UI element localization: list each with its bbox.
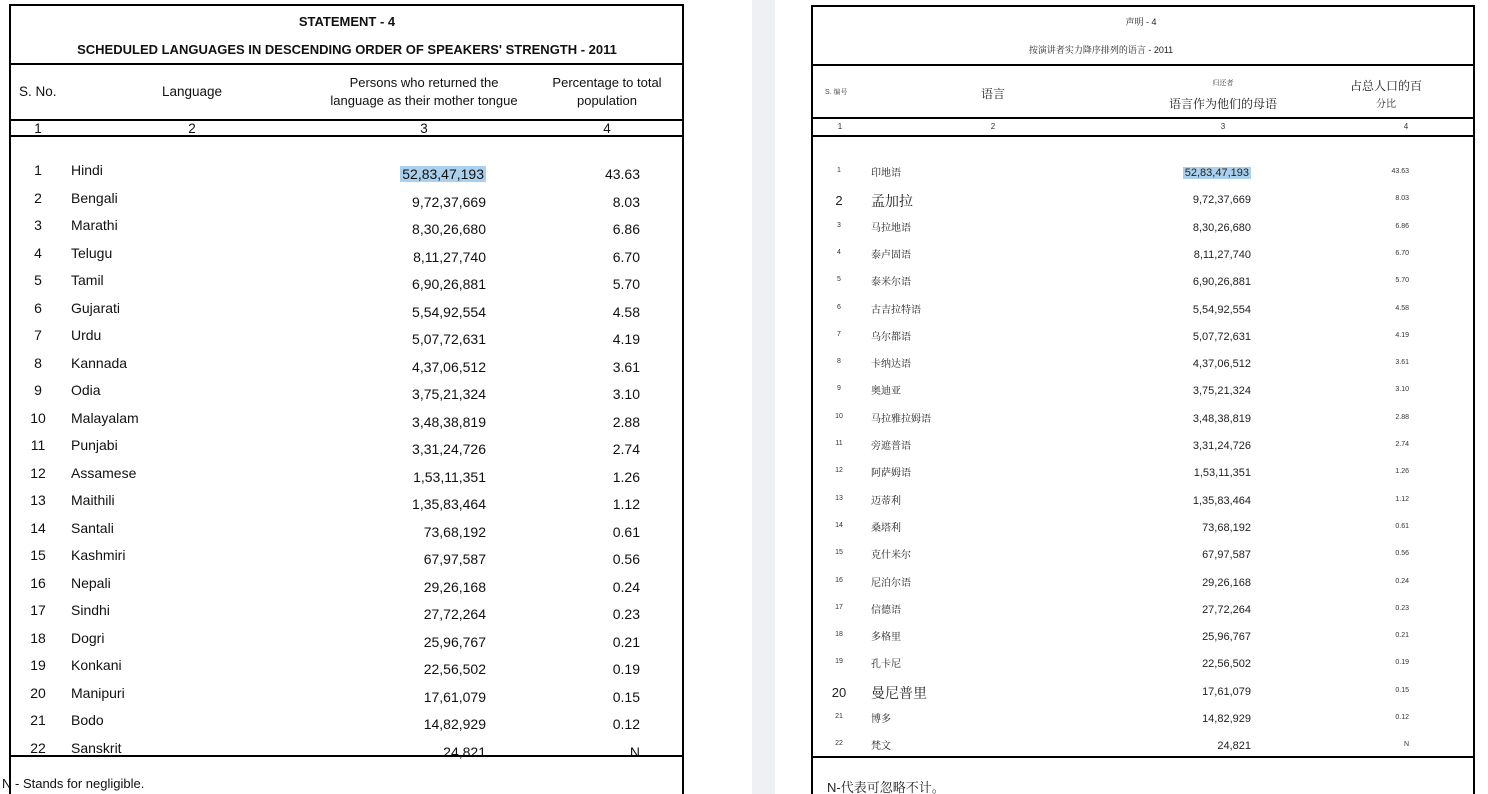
row-language: Assamese — [71, 464, 137, 481]
row-language: Kannada — [71, 354, 128, 371]
row-persons: 67,97,587 — [423, 551, 486, 567]
translated-row-language: 泰米尔语 — [871, 277, 911, 289]
row-sno: 9 — [34, 382, 42, 398]
row-percentage: 2.74 — [612, 441, 640, 457]
row-persons: 6,90,26,881 — [412, 276, 486, 292]
translated-row-persons: 8,11,27,740 — [1193, 248, 1251, 261]
row-persons: 52,83,47,193 — [402, 166, 484, 182]
row-percentage: 1.12 — [612, 496, 640, 512]
row-sno: 13 — [30, 492, 46, 508]
translated-header-persons: 语言作为他们的母语 — [1168, 97, 1278, 111]
page-gutter — [752, 0, 775, 794]
translated-row-persons: 3,48,38,819 — [1192, 412, 1251, 425]
row-language: Odia — [71, 382, 101, 398]
row-sno: 12 — [30, 464, 46, 481]
translated-row-sno: 21 — [835, 713, 843, 720]
translated-row-persons: 3,31,24,726 — [1192, 440, 1251, 452]
translated-row-percentage: 0.23 — [1395, 604, 1409, 612]
row-persons: 5,07,72,631 — [412, 331, 486, 347]
translated-row-language: 乌尔都语 — [871, 331, 911, 343]
row-persons: 5,54,92,554 — [412, 303, 486, 320]
translated-row-language: 马拉地语 — [871, 222, 911, 234]
translated-row-language: 奥迪亚 — [871, 386, 901, 398]
row-persons: 73,68,192 — [423, 523, 486, 540]
translated-row-persons: 22,56,502 — [1202, 658, 1251, 671]
translated-row-persons: 4,37,06,512 — [1192, 358, 1251, 371]
translated-row-sno: 17 — [835, 603, 843, 611]
translated-header-pct-line2: 分比 — [1376, 99, 1396, 110]
row-sno: 15 — [30, 547, 46, 563]
row-persons: 14,82,929 — [423, 716, 486, 732]
translated-row-sno: 12 — [835, 467, 843, 475]
translated-row-sno: 1 — [837, 167, 841, 174]
translated-row-sno: 6 — [837, 303, 841, 311]
header-sno: S. No. — [19, 84, 57, 99]
header-persons-line1: Persons who returned the — [349, 75, 499, 90]
translated-row-percentage: 6.70 — [1395, 249, 1409, 257]
row-sno: 6 — [34, 299, 42, 316]
row-percentage: 2.88 — [612, 413, 640, 430]
row-sno: 1 — [34, 162, 42, 178]
translated-colnum-4: 4 — [1403, 122, 1409, 131]
translated-row-percentage: 43.63 — [1391, 168, 1409, 175]
translated-row-persons: 52,83,47,193 — [1184, 167, 1249, 179]
row-percentage: 1.26 — [612, 468, 640, 485]
translated-row-persons: 5,07,72,631 — [1192, 330, 1251, 343]
row-percentage: 0.12 — [612, 716, 640, 732]
row-sno: 8 — [34, 354, 42, 371]
row-sno: 18 — [30, 629, 46, 646]
translated-row-language: 孟加拉 — [871, 193, 913, 210]
row-sno: 2 — [34, 189, 42, 206]
row-language: Gujarati — [71, 299, 121, 316]
row-language: Malayalam — [71, 409, 139, 426]
translated-row-persons: 14,82,929 — [1202, 713, 1251, 725]
row-language: Kashmiri — [71, 547, 126, 563]
translated-row-sno: 5 — [837, 276, 841, 284]
translated-row-language: 桑塔利 — [871, 522, 901, 534]
translated-row-language: 阿萨姆语 — [871, 468, 911, 480]
translated-header-sno: S. 编号 — [825, 89, 848, 96]
translated-row-persons: 67,97,587 — [1202, 549, 1251, 562]
translated-row-persons: 25,96,767 — [1202, 631, 1251, 644]
row-persons: 29,26,168 — [423, 578, 486, 595]
row-percentage: 0.21 — [612, 633, 640, 650]
translated-row-language: 梵文 — [871, 741, 891, 753]
row-sno: 5 — [34, 272, 42, 288]
translated-row-percentage: N — [1403, 741, 1409, 749]
row-sno: 19 — [30, 657, 46, 673]
translated-row-percentage: 1.26 — [1395, 468, 1409, 476]
translated-row-percentage: 0.61 — [1395, 522, 1409, 530]
colnum-2: 2 — [188, 121, 196, 136]
translated-row-sno: 20 — [831, 684, 847, 700]
row-persons: 1,53,11,351 — [413, 468, 486, 485]
translated-row-language: 孔卡尼 — [871, 659, 901, 671]
translated-row-persons: 1,35,83,464 — [1192, 494, 1251, 507]
row-language: Marathi — [71, 217, 118, 233]
row-language: Punjabi — [71, 437, 118, 453]
row-sno: 4 — [34, 244, 42, 261]
translated-row-percentage: 4.58 — [1395, 304, 1409, 312]
translated-row-percentage: 3.10 — [1395, 386, 1409, 394]
translated-row-language: 印地语 — [871, 168, 901, 179]
translated-row-percentage: 2.74 — [1395, 441, 1409, 448]
translated-row-percentage: 6.86 — [1395, 222, 1409, 230]
header-language: Language — [161, 84, 223, 99]
row-sno: 16 — [30, 574, 46, 591]
row-percentage: 0.56 — [612, 551, 640, 567]
translated-row-percentage: 0.24 — [1395, 577, 1409, 585]
translated-row-percentage: 8.03 — [1395, 195, 1409, 203]
colnum-3: 3 — [420, 121, 428, 136]
translated-table-frame — [811, 5, 1475, 794]
row-percentage: 0.19 — [612, 661, 640, 677]
translated-row-persons: 8,30,26,680 — [1192, 221, 1251, 234]
row-language: Bodo — [71, 712, 104, 728]
colnum-divider — [11, 135, 682, 137]
row-sno: 14 — [30, 519, 46, 536]
translated-row-sno: 7 — [837, 330, 841, 338]
header-pct-line1: Percentage to total — [552, 75, 662, 90]
translated-header-pct-line1: 占总人口的百 — [1349, 79, 1423, 93]
row-persons: 24,821 — [443, 743, 486, 760]
row-persons: 27,72,264 — [423, 606, 486, 622]
footer-divider — [11, 755, 682, 757]
translated-colnum-2: 2 — [990, 122, 996, 131]
row-persons: 17,61,079 — [423, 688, 486, 705]
translated-row-percentage: 1.12 — [1395, 495, 1409, 503]
row-persons: 8,11,27,740 — [413, 248, 486, 265]
row-percentage: 43.63 — [604, 166, 640, 182]
translated-row-sno: 14 — [835, 521, 843, 529]
header-divider — [11, 119, 682, 121]
translated-row-sno: 19 — [835, 658, 843, 666]
translated-row-persons: 1,53,11,351 — [1193, 467, 1251, 480]
row-language: Sindhi — [71, 602, 110, 618]
row-persons: 1,35,83,464 — [412, 496, 486, 512]
translated-row-sno: 13 — [835, 494, 843, 502]
translated-row-sno: 9 — [837, 385, 841, 393]
translated-footer-divider — [813, 756, 1473, 758]
translated-row-persons: 73,68,192 — [1202, 521, 1251, 534]
translated-row-persons: 24,821 — [1217, 740, 1251, 753]
colnum-4: 4 — [603, 121, 611, 136]
translated-row-language: 古吉拉特语 — [871, 304, 921, 316]
translated-row-language: 曼尼普里 — [871, 684, 927, 701]
translated-row-sno: 16 — [835, 576, 843, 584]
row-persons: 3,75,21,324 — [412, 386, 486, 402]
statement-heading: STATEMENT - 4 — [298, 14, 396, 29]
translated-row-language: 尼泊尔语 — [871, 577, 911, 589]
row-sno: 11 — [30, 437, 46, 453]
translated-row-language: 博多 — [871, 714, 891, 725]
translated-row-percentage: 0.15 — [1395, 686, 1409, 694]
header-pct-line2: population — [576, 93, 637, 108]
header-persons — [330, 74, 517, 110]
row-sno: 3 — [34, 217, 42, 233]
row-persons: 3,31,24,726 — [412, 441, 486, 457]
translated-footnote: N-代表可忽略不计。 — [827, 780, 945, 794]
translated-row-language: 多格里 — [871, 632, 901, 644]
row-persons: 22,56,502 — [423, 661, 486, 677]
row-language: Telugu — [71, 244, 113, 261]
row-percentage: 4.19 — [612, 331, 640, 347]
translated-row-percentage: 5.70 — [1395, 277, 1409, 285]
translated-row-persons: 17,61,079 — [1202, 685, 1251, 698]
translated-row-language: 马拉雅拉姆语 — [871, 413, 931, 425]
translated-colnum-divider — [813, 135, 1473, 137]
header-percentage — [552, 74, 661, 110]
translated-row-sno: 3 — [837, 221, 841, 229]
translated-row-language: 卡纳达语 — [871, 359, 911, 371]
translated-row-language: 泰卢固语 — [871, 249, 911, 261]
row-percentage: 6.86 — [612, 221, 640, 237]
row-percentage: 0.24 — [612, 578, 640, 595]
translated-row-sno: 10 — [835, 412, 843, 420]
translated-row-percentage: 3.61 — [1395, 359, 1409, 367]
row-sno: 17 — [30, 602, 46, 618]
row-language: Dogri — [71, 629, 105, 646]
translated-colnum-3: 3 — [1220, 122, 1226, 131]
row-sno: 21 — [30, 712, 46, 728]
translated-row-percentage: 0.56 — [1395, 550, 1409, 558]
translated-statement-heading: 声明 - 4 — [1125, 17, 1157, 27]
translated-row-language: 旁遮普语 — [871, 441, 911, 452]
row-language: Konkani — [71, 657, 122, 673]
row-sno: 22 — [30, 739, 46, 756]
translated-header-language: 语言 — [980, 87, 1006, 101]
translated-title-divider — [813, 64, 1473, 66]
translated-row-persons: 3,75,21,324 — [1192, 385, 1251, 398]
row-percentage: N — [629, 743, 640, 760]
translated-table-title: 按演讲者实力降序排列的语言 - 2011 — [1028, 45, 1174, 55]
row-persons: 9,72,37,669 — [412, 193, 486, 210]
translated-header-persons-small: 归还者 — [1212, 80, 1234, 87]
translated-row-sno: 8 — [837, 358, 841, 366]
title-divider — [11, 63, 682, 65]
translated-row-percentage: 4.19 — [1395, 331, 1409, 339]
translated-row-persons: 6,90,26,881 — [1192, 276, 1251, 289]
row-language: Manipuri — [71, 684, 125, 701]
row-percentage: 0.23 — [612, 606, 640, 622]
row-persons: 25,96,767 — [423, 633, 486, 650]
table-frame — [2, 4, 684, 794]
translated-row-sno: 18 — [835, 631, 843, 639]
row-sno: 20 — [30, 684, 46, 701]
translated-row-persons: 5,54,92,554 — [1192, 303, 1251, 316]
row-language: Nepali — [71, 574, 111, 591]
row-percentage: 5.70 — [612, 276, 640, 292]
translated-row-percentage: 0.12 — [1395, 714, 1409, 721]
row-sno: 10 — [30, 409, 46, 426]
row-percentage: 3.61 — [612, 358, 640, 375]
translated-row-sno: 2 — [835, 193, 843, 209]
row-sno: 7 — [34, 327, 42, 343]
row-language: Sanskrit — [71, 739, 122, 756]
translated-row-percentage: 0.19 — [1395, 659, 1409, 667]
row-percentage: 0.15 — [612, 688, 640, 705]
row-percentage: 3.10 — [612, 386, 640, 402]
colnum-1: 1 — [34, 121, 42, 136]
row-persons: 3,48,38,819 — [412, 413, 486, 430]
translated-row-sno: 4 — [837, 248, 841, 256]
table-title: SCHEDULED LANGUAGES IN DESCENDING ORDER OF SPEAKERS' STRENGTH - 2011 — [77, 42, 617, 57]
footnote: N - Stands for negligible. — [2, 776, 145, 791]
row-language: Maithili — [71, 492, 115, 508]
header-persons-line2: language as their mother tongue — [330, 93, 518, 108]
translated-row-language: 迈蒂利 — [871, 495, 901, 507]
row-percentage: 0.61 — [612, 523, 640, 540]
translated-row-sno: 15 — [835, 549, 843, 557]
translated-row-sno: 22 — [835, 740, 843, 748]
translated-row-percentage: 2.88 — [1395, 413, 1409, 421]
translated-row-language: 克什米尔 — [871, 550, 911, 562]
row-percentage: 6.70 — [612, 248, 640, 265]
row-language: Santali — [71, 519, 114, 536]
translated-header-divider — [813, 117, 1473, 119]
translated-row-persons: 9,72,37,669 — [1192, 194, 1251, 207]
translated-document-page — [775, 0, 1488, 794]
row-language: Bengali — [71, 189, 118, 206]
translated-row-percentage: 0.21 — [1395, 632, 1409, 640]
translated-colnum-1: 1 — [837, 122, 843, 131]
row-percentage: 4.58 — [612, 303, 640, 320]
row-language: Urdu — [71, 327, 102, 343]
row-language: Tamil — [71, 272, 104, 288]
row-persons: 4,37,06,512 — [412, 358, 486, 375]
row-language: Hindi — [71, 162, 103, 178]
translated-row-persons: 29,26,168 — [1202, 576, 1251, 589]
translated-row-persons: 27,72,264 — [1202, 603, 1251, 616]
row-persons: 8,30,26,680 — [412, 221, 486, 237]
row-percentage: 8.03 — [612, 193, 640, 210]
translated-row-sno: 11 — [835, 440, 843, 447]
translated-row-language: 信德语 — [871, 604, 901, 616]
